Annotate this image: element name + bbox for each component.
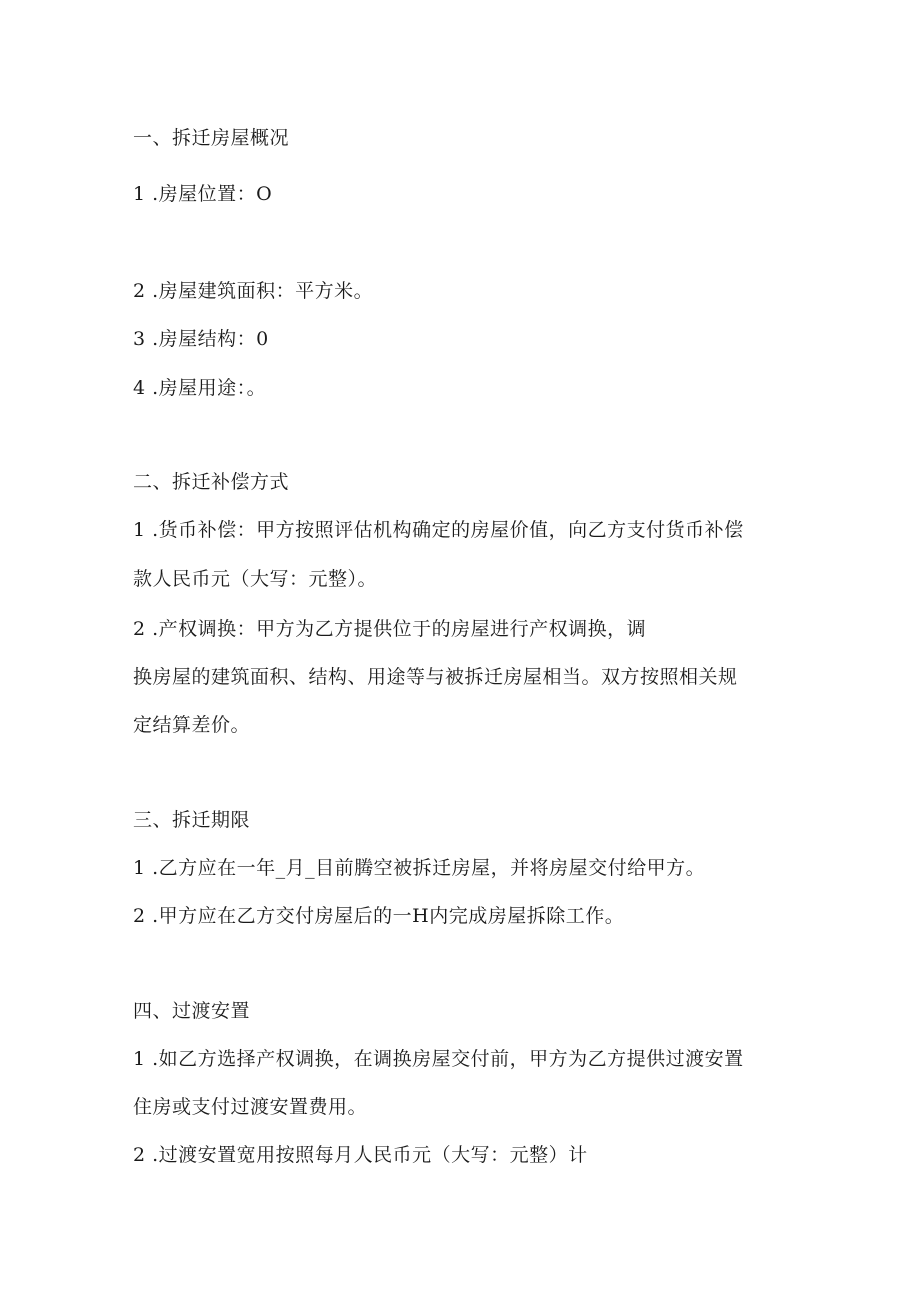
paragraph-line: 款人民币元（大写：元整）。 (133, 568, 378, 590)
paragraph-line: 1 .乙方应在一年_月_目前腾空被拆迁房屋，并将房屋交付给甲方。 (133, 857, 706, 879)
paragraph-line: 1 .房屋位置：O (133, 183, 273, 205)
paragraph-line: 3 .房屋结构：0 (133, 328, 269, 350)
section-heading: 一、拆迁房屋概况 (133, 127, 290, 149)
paragraph-line: 1 .如乙方选择产权调换，在调换房屋交付前，甲方为乙方提供过渡安置 (133, 1048, 744, 1070)
paragraph-line: 定结算差价。 (133, 714, 251, 736)
section-heading: 二、拆迁补偿方式 (133, 471, 290, 493)
section-heading: 四、过渡安置 (133, 1000, 251, 1022)
paragraph-line: 2 .甲方应在乙方交付房屋后的一H内完成房屋拆除工作。 (133, 905, 625, 927)
paragraph-line: 4 .房屋用途：。 (133, 377, 267, 399)
paragraph-line: 2 .房屋建筑面积：平方米。 (133, 280, 374, 302)
paragraph-line: 2 .过渡安置宽用按照每月人民币元（大写：元整）计 (133, 1144, 588, 1166)
paragraph-line: 1 .货币补偿：甲方按照评估机构确定的房屋价值，向乙方支付货币补偿 (133, 519, 744, 541)
section-heading: 三、拆迁期限 (133, 809, 251, 831)
paragraph-line: 2 .产权调换：甲方为乙方提供位于的房屋进行产权调换，调 (133, 618, 647, 640)
paragraph-line: 住房或支付过渡安置费用。 (133, 1096, 368, 1118)
paragraph-line: 换房屋的建筑面积、结构、用途等与被拆迁房屋相当。双方按照相关规 (133, 666, 738, 688)
